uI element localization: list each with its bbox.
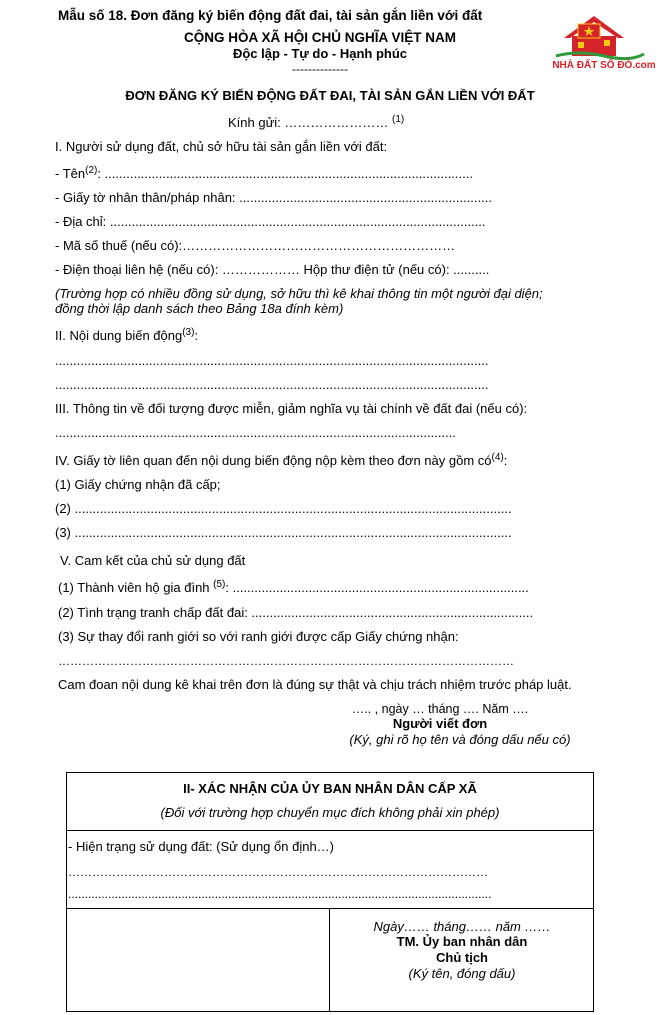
section4-note: (4) <box>491 452 504 463</box>
signature-role: Người viết đơn <box>392 716 488 731</box>
land-status-field-1[interactable]: …………………………………………………………………………………………… <box>68 865 488 879</box>
logo-text: NHÀ ĐẤT SỔ ĐỎ.com <box>552 60 656 71</box>
confirmation-subtitle: (Đối với trường hợp chuyển mục đích không phải xin phép) <box>160 805 500 820</box>
name-label: - Tên <box>55 166 86 181</box>
committee-sign-note: (Ký tên, đóng dấu) <box>408 966 516 981</box>
page-title: ĐƠN ĐĂNG KÝ BIẾN ĐỘNG ĐẤT ĐAI, TÀI SẢN GẮN LIỀN VỚI ĐẤT <box>125 88 535 103</box>
signature-instruction: (Ký, ghi rõ họ tên và đóng dấu nếu có) <box>349 732 571 747</box>
recipient-line <box>228 115 404 131</box>
section2-heading: II. Nội dung biến động <box>55 328 183 343</box>
section2-note: (3) <box>182 327 195 338</box>
recipient-label: Kính gửi: …………………… <box>228 115 389 130</box>
confirmation-box <box>66 772 594 1012</box>
committee-org: TM. Ủy ban nhân dân <box>396 934 528 949</box>
boundary-change-label: (3) Sự thay đổi ranh giới so với ranh giới được cấp Giấy chứng nhận: <box>58 629 459 644</box>
confirmation-title: II- XÁC NHẬN CỦA ỦY BAN NHÂN DÂN CẤP XÃ <box>183 781 477 796</box>
id-field[interactable]: - Giấy tờ nhân thân/pháp nhân: ...................................................................... <box>55 190 492 205</box>
household-member-label: (1) Thành viên hộ gia đình <box>58 580 210 595</box>
household-member-line <box>58 580 529 596</box>
commitment-statement: Cam đoan nội dung kê khai trên đơn là đúng sự thật và chịu trách nhiệm trước pháp luật. <box>58 677 572 692</box>
change-content-field-1[interactable]: ........................................................................................................................ <box>55 353 489 368</box>
note-line-1: (Trường hợp có nhiều đồng sử dụng, sở hữu thì kê khai thông tin một người đại diện; <box>55 286 543 301</box>
document-item-3[interactable]: (3) ......................................................................................................................... <box>55 525 512 540</box>
confirmation-date: Ngày…… tháng…… năm …… <box>373 919 551 934</box>
change-content-field-2[interactable]: ........................................................................................................................ <box>55 377 489 392</box>
signature-date: ….. , ngày … tháng …. Năm …. <box>351 702 529 716</box>
section3-heading: III. Thông tin về đối tượng được miễn, giảm nghĩa vụ tài chính về đất đai (nếu có): <box>55 401 528 416</box>
exemption-field[interactable]: ............................................................................................................... <box>55 425 456 440</box>
boundary-change-field[interactable]: …………………………………………………………………………………………………… <box>58 654 514 668</box>
name-line <box>55 166 473 182</box>
household-member-note: (5) <box>213 579 226 590</box>
note-line-2: đồng thời lập danh sách theo Bảng 18a đính kèm) <box>55 301 344 316</box>
form-number: Mẫu số 18. Đơn đăng ký biến động đất đai, tài sản gắn liền với đất <box>58 8 483 23</box>
name-field[interactable]: : ...................................................................................................... <box>97 166 473 181</box>
box-divider-bottom <box>67 908 593 909</box>
land-status-label: - Hiện trạng sử dụng đất: (Sử dụng ổn định…) <box>68 839 334 854</box>
dispute-status-field[interactable]: (2) Tình trạng tranh chấp đất đai: .............................................................................. <box>58 605 534 620</box>
box-divider-top <box>67 830 593 831</box>
phone-email-field[interactable]: - Điện thoại liên hệ (nếu có): ……………… Hộp thư điện tử (nếu có): .......... <box>55 262 490 277</box>
country-name: CỘNG HÒA XÃ HỘI CHỦ NGHĨA VIỆT NAM <box>183 30 456 45</box>
section5-heading: V. Cam kết của chủ sử dụng đất <box>60 553 246 568</box>
section1-heading: I. Người sử dụng đất, chủ sở hữu tài sản gắn liền với đất: <box>55 139 388 154</box>
motto: Độc lập - Tự do - Hạnh phúc <box>232 46 408 61</box>
household-member-field[interactable]: : .................................................................................. <box>225 580 529 595</box>
land-status-field-2[interactable]: ............................................................................................................................... <box>68 887 492 901</box>
document-item-2[interactable]: (2) ......................................................................................................................... <box>55 501 512 516</box>
header-divider: -------------- <box>292 62 348 76</box>
section4-heading: IV. Giấy tờ liên quan đến nội dung biến động nộp kèm theo đơn này gồm có <box>55 453 492 468</box>
section2-colon: : <box>194 328 199 343</box>
section2-heading-line <box>55 328 198 344</box>
name-note: (2) <box>85 165 98 176</box>
address-field[interactable]: - Địa chỉ: ........................................................................................................ <box>55 214 486 229</box>
committee-position: Chủ tịch <box>436 950 488 965</box>
recipient-note: (1) <box>392 114 405 125</box>
section4-colon: : <box>503 453 508 468</box>
house-logo-icon <box>548 10 660 72</box>
section4-heading-line <box>55 453 507 469</box>
document-item-1: (1) Giấy chứng nhận đã cấp; <box>55 477 221 492</box>
site-logo <box>548 10 660 72</box>
tax-field[interactable]: - Mã số thuế (nếu có):……………………………………………………… <box>55 238 456 253</box>
